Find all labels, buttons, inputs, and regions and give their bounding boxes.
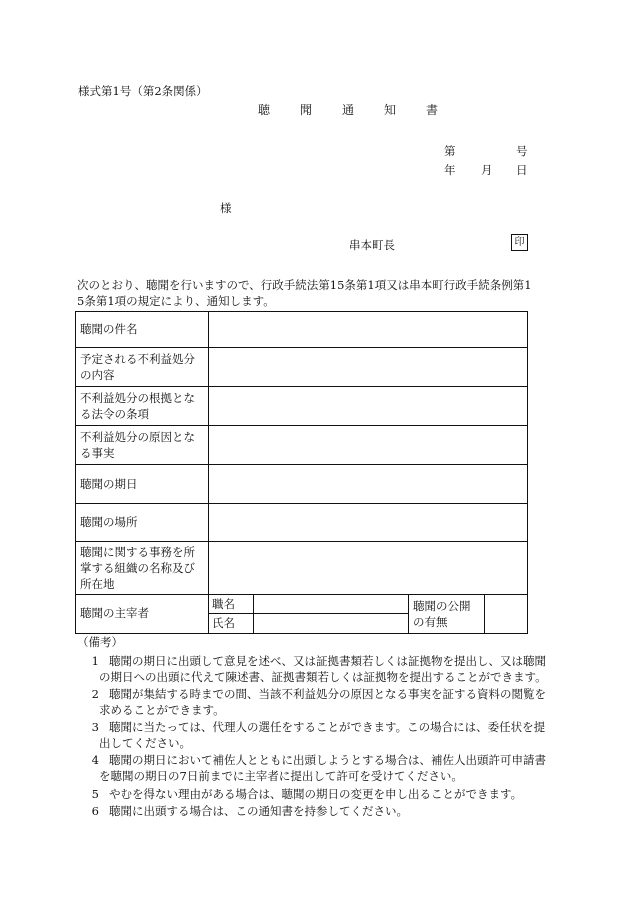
table-vline [75, 311, 76, 634]
remark-item [77, 653, 547, 685]
document-title: 聴 聞 通 知 書 [258, 103, 448, 117]
table-hline [75, 633, 528, 634]
table-vline [208, 311, 209, 634]
remark-number: 6 [91, 804, 99, 818]
remark-item [77, 786, 522, 802]
table-vline [527, 311, 528, 634]
remark-text: 聴聞に出頭する場合は、この通知書を持参してください。 [109, 804, 408, 818]
row-label: 所在地 [80, 577, 115, 591]
table-hline [75, 464, 528, 465]
remark-text: 聴聞の期日において補佐人とともに出頭しようとする場合は、補佐人出頭許可申請書 [109, 753, 546, 767]
date-day-label: 日 [516, 163, 528, 177]
table-hline [75, 386, 528, 387]
row-label: 聴聞の場所 [80, 515, 138, 529]
remark-first-line [77, 653, 547, 669]
remark-first-line [77, 786, 522, 802]
date-month-label: 月 [481, 163, 493, 177]
table-vline [408, 594, 409, 633]
document-number-suffix: 号 [516, 144, 528, 158]
document-number-prefix: 第 [444, 144, 456, 158]
remark-number: 1 [91, 654, 99, 668]
remark-continuation: の期日への出頭に代えて陳述書、証拠書類若しくは証拠物を提出することができます。 [99, 670, 547, 684]
remark-text: 聴聞の期日に出頭して意見を述べ、又は証拠書類若しくは証拠物を提出し、又は聴聞 [109, 654, 546, 668]
remark-text: 聴聞が集結する時までの間、当該不利益処分の原因となる事実を証する資料の閲覧を [109, 687, 546, 701]
table-hline [75, 594, 528, 595]
table-hline [75, 347, 528, 348]
remark-number: 3 [91, 720, 99, 734]
row-label: 聴聞の期日 [80, 477, 138, 491]
row-label: 予定される不利益処分 [80, 352, 195, 366]
public-hearing-label: の有無 [413, 615, 448, 629]
remark-continuation: を聴聞の期日の7日前までに主宰者に提出して許可を受けてください。 [99, 769, 463, 783]
row-label: 掌する組織の名称及び [80, 561, 195, 575]
remark-first-line [77, 719, 545, 735]
remarks-heading: （備考） [77, 635, 123, 649]
remark-item [77, 803, 408, 819]
remark-item [77, 719, 545, 751]
remark-number: 2 [91, 687, 99, 701]
addressee-suffix: 様 [220, 201, 232, 215]
presider-label: 聴聞の主宰者 [80, 606, 149, 620]
seal-mark: 印 [511, 234, 528, 251]
remark-item [77, 686, 546, 718]
form-number: 様式第1号（第2条関係） [78, 84, 208, 98]
row-label: 不利益処分の根拠とな [80, 391, 195, 405]
remark-text: やむを得ない理由がある場合は、聴聞の期日の変更を申し出ることができます。 [109, 787, 523, 801]
row-label: の内容 [80, 368, 115, 382]
table-vline [484, 594, 485, 633]
remark-number: 4 [91, 753, 99, 767]
row-label: る法令の条項 [80, 407, 149, 421]
intro-line-1: 次のとおり、聴聞を行いますので、行政手続法第15条第1項又は串本町行政手続条例第1 [77, 278, 532, 292]
public-hearing-label: 聴聞の公開 [413, 599, 471, 613]
remark-continuation: 出してください。 [99, 736, 191, 750]
row-label: る事実 [80, 446, 115, 460]
table-hline [208, 613, 408, 614]
row-label: 聴聞に関する事務を所 [80, 545, 195, 559]
presider-name-label: 氏名 [212, 616, 235, 630]
remark-number: 5 [91, 787, 99, 801]
remark-text: 聴聞に当たっては、代理人の選任をすることができます。この場合には、委任状を提 [109, 720, 546, 734]
remark-first-line [77, 752, 546, 768]
table-hline [75, 311, 528, 312]
remark-continuation: 求めることができます。 [99, 703, 225, 717]
table-hline [75, 503, 528, 504]
table-hline [75, 541, 528, 542]
row-label: 不利益処分の原因とな [80, 430, 195, 444]
remark-first-line [77, 803, 408, 819]
remark-item [77, 752, 546, 784]
date-year-label: 年 [444, 163, 456, 177]
intro-line-2: 5条第1項の規定により、通知します。 [77, 294, 275, 308]
presider-title-label: 職名 [212, 597, 235, 611]
row-label: 聴聞の件名 [80, 322, 138, 336]
table-hline [75, 425, 528, 426]
issuer-name: 串本町長 [349, 238, 395, 252]
remark-first-line [77, 686, 546, 702]
